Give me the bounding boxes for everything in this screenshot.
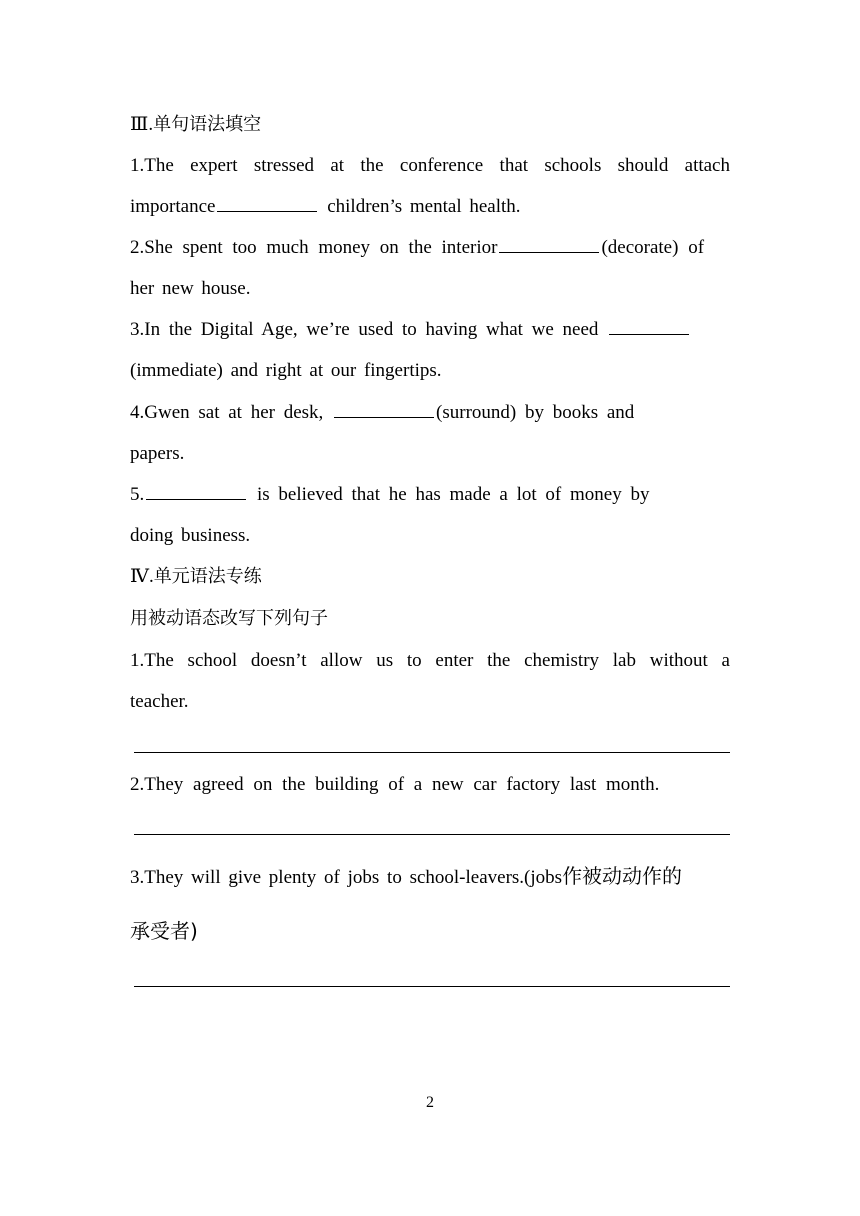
s3-item-2-line-1 (130, 233, 730, 263)
s4-item-3-answer-line[interactable] (134, 986, 730, 987)
s3-item-5-line-1 (130, 480, 730, 510)
s4-item-3-text-b: 作被动动作的 (562, 864, 683, 888)
s3-item-1-line-1: 1.The expert stressed at the conference that schools should attach (130, 155, 730, 176)
s3-item-3-line-1 (130, 315, 730, 345)
s3-item-5-blank[interactable] (146, 480, 246, 500)
section-4-numeral: Ⅳ. (130, 566, 154, 587)
s4-item-3-text-c: 承受者) (130, 919, 198, 943)
s3-item-4-line-2: papers. (130, 443, 185, 464)
s3-item-2-line-2: her new house. (130, 278, 251, 299)
s3-item-3-line-2: (immediate) and right at our fingertips. (130, 360, 442, 381)
s4-item-2-line-1: 2.They agreed on the building of a new car factory last month. (130, 774, 660, 795)
s3-item-2-text-a: 2.She spent too much money on the interior (130, 237, 498, 258)
s3-item-3-text-a: 3.In the Digital Age, we’re used to having what we need (130, 319, 599, 340)
s4-item-3-line-1 (130, 861, 730, 891)
s3-item-5-text-a: 5. (130, 484, 145, 505)
page-number: 2 (426, 1094, 434, 1111)
section-4-heading (130, 562, 730, 592)
s3-item-1-line-2 (130, 192, 730, 222)
s3-item-4-text-a: 4.Gwen sat at her desk, (130, 402, 324, 423)
s4-item-1-line-1: 1.The school doesn’t allow us to enter the chemistry lab without a (130, 650, 730, 671)
s3-item-4-line-1 (130, 398, 730, 428)
s3-item-2-blank[interactable] (499, 233, 599, 253)
s3-item-5-line-2: doing business. (130, 525, 251, 546)
s3-item-4-text-b: (surround) by books and (436, 402, 635, 423)
section-3-numeral: Ⅲ. (130, 114, 154, 135)
section-3-heading (130, 110, 730, 140)
s4-item-3-line-2 (130, 916, 730, 946)
s3-item-1-blank[interactable] (217, 192, 317, 212)
s4-item-1-line-2: teacher. (130, 691, 189, 712)
s3-item-1-text-a: importance (130, 196, 216, 217)
section-4-instruction: 用被动语态改写下列句子 (130, 608, 328, 629)
s4-item-3-text-a: 3.They will give plenty of jobs to school-leavers.(jobs (130, 867, 563, 888)
s3-item-1-text-b: children’s mental health. (327, 196, 521, 217)
s4-item-2-answer-line[interactable] (134, 834, 730, 835)
s4-item-1-answer-line[interactable] (134, 752, 730, 753)
section-3-title: 单句语法填空 (153, 114, 262, 135)
section-4-title: 单元语法专练 (153, 566, 262, 587)
s3-item-3-blank[interactable] (609, 315, 689, 335)
s3-item-5-text-b: is believed that he has made a lot of money by (257, 484, 650, 505)
s3-item-4-blank[interactable] (334, 398, 434, 418)
s3-item-2-text-b: (decorate) of (601, 237, 705, 258)
